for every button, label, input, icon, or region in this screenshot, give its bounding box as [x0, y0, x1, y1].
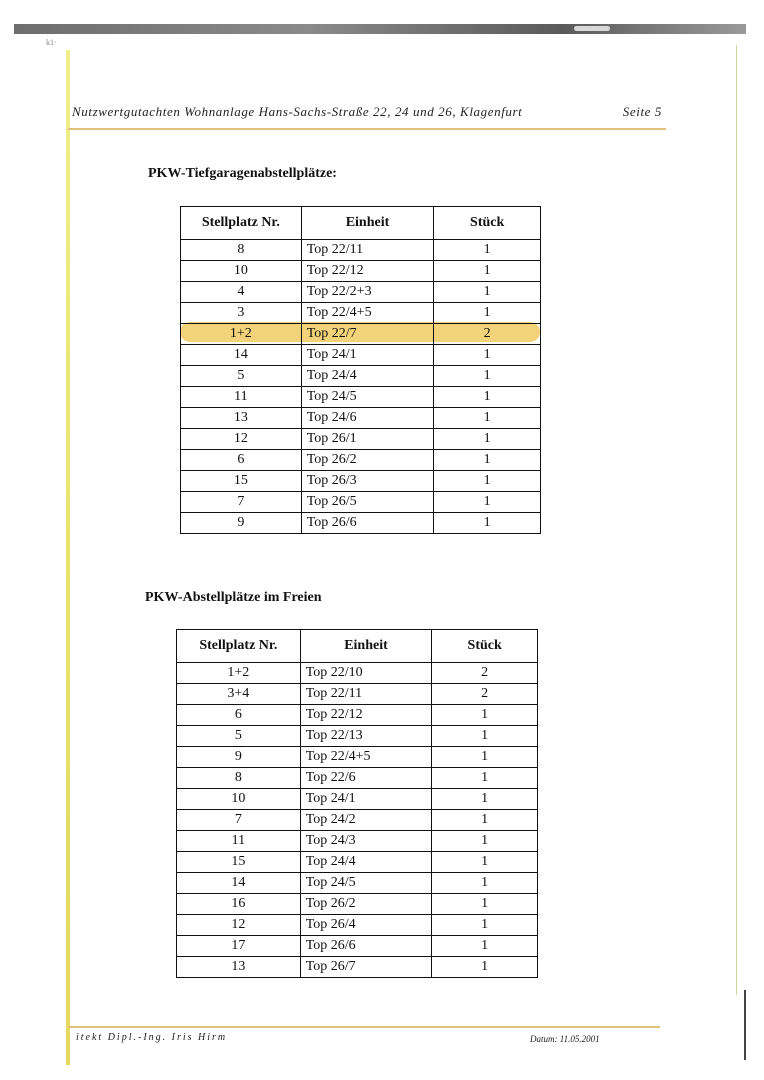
table-row: [181, 240, 541, 261]
column-header-einheit: Einheit: [300, 630, 432, 663]
table-row: [177, 936, 538, 957]
cell-stueck: 1: [434, 513, 541, 534]
cell-stellplatz: 9: [181, 513, 302, 534]
cell-einheit: Top 24/2: [300, 810, 432, 831]
table-row: [181, 429, 541, 450]
table-row: [177, 726, 538, 747]
table-row: [177, 810, 538, 831]
footer-rule: [68, 1026, 660, 1028]
cell-einheit: Top 22/12: [301, 261, 434, 282]
cell-stellplatz: 14: [181, 345, 302, 366]
cell-einheit: Top 22/12: [300, 705, 432, 726]
cell-stellplatz: 11: [177, 831, 301, 852]
table-row: [177, 852, 538, 873]
cell-stueck: 1: [434, 471, 541, 492]
table-row: [177, 915, 538, 936]
cell-stellplatz: 7: [181, 492, 302, 513]
cell-stellplatz: 8: [177, 768, 301, 789]
table-row: [181, 408, 541, 429]
cell-einheit: Top 22/2+3: [301, 282, 434, 303]
cell-stueck: 1: [434, 303, 541, 324]
cell-stueck: 1: [434, 408, 541, 429]
footer-author: itekt Dipl.-Ing. Iris Hirm: [76, 1032, 228, 1043]
cell-stellplatz: 15: [177, 852, 301, 873]
cell-stueck: 1: [434, 282, 541, 303]
cell-einheit: Top 24/4: [301, 366, 434, 387]
cell-einheit: Top 24/3: [300, 831, 432, 852]
table-row: [181, 387, 541, 408]
cell-einheit: Top 22/11: [300, 684, 432, 705]
cell-stellplatz: 1+2: [177, 663, 301, 684]
cell-einheit: Top 22/7: [301, 324, 434, 345]
cell-stueck: 1: [432, 747, 538, 768]
cell-stueck: 1: [434, 261, 541, 282]
cell-stueck: 1: [432, 915, 538, 936]
table-row: [177, 747, 538, 768]
cell-einheit: Top 24/4: [300, 852, 432, 873]
cell-einheit: Top 22/4+5: [300, 747, 432, 768]
cell-stueck: 1: [434, 429, 541, 450]
scan-edge-right-bottom: [744, 990, 746, 1060]
cell-stellplatz: 5: [181, 366, 302, 387]
cell-stellplatz: 3+4: [177, 684, 301, 705]
cell-einheit: Top 26/2: [301, 450, 434, 471]
cell-einheit: Top 26/4: [300, 915, 432, 936]
table-row: [177, 663, 538, 684]
header-rule: [68, 128, 666, 130]
cell-stellplatz: 15: [181, 471, 302, 492]
table-body: [181, 240, 541, 534]
table-row: [177, 894, 538, 915]
cell-stueck: 1: [432, 873, 538, 894]
cell-stueck: 1: [434, 450, 541, 471]
cell-stueck: 2: [434, 324, 541, 345]
cell-einheit: Top 26/3: [301, 471, 434, 492]
cell-stueck: 1: [434, 366, 541, 387]
cell-einheit: Top 26/7: [300, 957, 432, 978]
cell-einheit: Top 24/1: [300, 789, 432, 810]
column-header-stueck: Stück: [434, 207, 541, 240]
cell-stellplatz: 12: [181, 429, 302, 450]
cell-stellplatz: 13: [177, 957, 301, 978]
cell-einheit: Top 22/11: [301, 240, 434, 261]
cell-einheit: Top 24/5: [301, 387, 434, 408]
table-row: [181, 450, 541, 471]
table-row: [181, 492, 541, 513]
cell-einheit: Top 26/6: [300, 936, 432, 957]
cell-stueck: 1: [432, 705, 538, 726]
column-header-stellplatz: Stellplatz Nr.: [177, 630, 301, 663]
cell-einheit: Top 26/6: [301, 513, 434, 534]
cell-stueck: 1: [432, 957, 538, 978]
cell-einheit: Top 26/5: [301, 492, 434, 513]
cell-stellplatz: 1+2: [181, 324, 302, 345]
table-row: [177, 957, 538, 978]
cell-stellplatz: 10: [181, 261, 302, 282]
cell-stueck: 2: [432, 663, 538, 684]
table-row: [177, 873, 538, 894]
cell-stueck: 1: [432, 936, 538, 957]
cell-stueck: 1: [434, 345, 541, 366]
cell-stellplatz: 12: [177, 915, 301, 936]
cell-stellplatz: 10: [177, 789, 301, 810]
header-title: Nutzwertgutachten Wohnanlage Hans-Sachs-Straße 22, 24 und 26, Klagenfurt: [72, 104, 523, 119]
table-header-row: [177, 630, 538, 663]
cell-stueck: 1: [432, 894, 538, 915]
cell-stueck: 1: [432, 831, 538, 852]
cell-stellplatz: 6: [177, 705, 301, 726]
section-title-freien: PKW-Abstellplätze im Freien: [145, 590, 322, 605]
table-freien: [176, 629, 538, 978]
table-header-row: [181, 207, 541, 240]
cell-einheit: Top 22/13: [300, 726, 432, 747]
cell-stellplatz: 5: [177, 726, 301, 747]
cell-stueck: 1: [432, 852, 538, 873]
cell-einheit: Top 26/1: [301, 429, 434, 450]
cell-einheit: Top 22/6: [300, 768, 432, 789]
table-tiefgarage: [180, 206, 541, 534]
column-header-stueck: Stück: [432, 630, 538, 663]
table-row: [181, 261, 541, 282]
cell-stueck: 1: [434, 387, 541, 408]
scan-mark: k1·: [46, 38, 57, 47]
cell-stellplatz: 14: [177, 873, 301, 894]
table-row: [177, 831, 538, 852]
table-row: [177, 705, 538, 726]
cell-stellplatz: 6: [181, 450, 302, 471]
cell-stellplatz: 11: [181, 387, 302, 408]
cell-einheit: Top 24/5: [300, 873, 432, 894]
cell-stueck: 1: [432, 789, 538, 810]
cell-stellplatz: 9: [177, 747, 301, 768]
table-row: [177, 789, 538, 810]
table-row: [181, 471, 541, 492]
cell-stueck: 1: [432, 768, 538, 789]
table-row: [181, 282, 541, 303]
cell-einheit: Top 22/10: [300, 663, 432, 684]
table-row: [177, 684, 538, 705]
table-row: [177, 768, 538, 789]
footer-date: Datum: 11.05.2001: [530, 1034, 600, 1044]
highlighter-margin-line: [66, 50, 70, 1065]
cell-einheit: Top 22/4+5: [301, 303, 434, 324]
cell-stellplatz: 4: [181, 282, 302, 303]
section-title-tiefgarage: PKW-Tiefgaragenabstellplätze:: [148, 166, 337, 181]
cell-stueck: 1: [434, 492, 541, 513]
table-row: [181, 513, 541, 534]
cell-stellplatz: 17: [177, 936, 301, 957]
cell-einheit: Top 24/1: [301, 345, 434, 366]
table-row: [181, 345, 541, 366]
cell-stellplatz: 7: [177, 810, 301, 831]
cell-stellplatz: 13: [181, 408, 302, 429]
cell-einheit: Top 26/2: [300, 894, 432, 915]
cell-stueck: 1: [432, 810, 538, 831]
cell-stueck: 1: [434, 240, 541, 261]
page-number: Seite 5: [622, 104, 662, 119]
cell-einheit: Top 24/6: [301, 408, 434, 429]
cell-stellplatz: 3: [181, 303, 302, 324]
cell-stellplatz: 8: [181, 240, 302, 261]
scan-edge-right: [736, 45, 737, 995]
table-row: [181, 303, 541, 324]
scan-edge-top: [14, 24, 746, 34]
table-body: [177, 663, 538, 978]
cell-stueck: 1: [432, 726, 538, 747]
cell-stueck: 2: [432, 684, 538, 705]
column-header-stellplatz: Stellplatz Nr.: [181, 207, 302, 240]
table-row: [181, 324, 541, 345]
column-header-einheit: Einheit: [301, 207, 434, 240]
cell-stellplatz: 16: [177, 894, 301, 915]
table-row: [181, 366, 541, 387]
page-header: [72, 104, 662, 120]
